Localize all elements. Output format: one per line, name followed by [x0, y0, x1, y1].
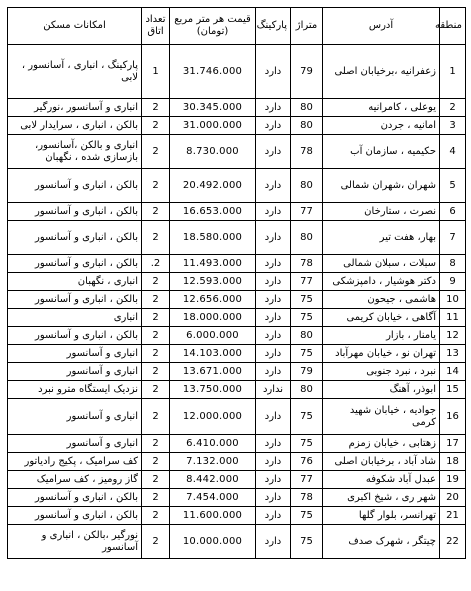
table-row [8, 525, 466, 559]
cell-address: ابوذر، آهنگ [323, 381, 440, 399]
cell-parking: دارد [256, 135, 291, 169]
table-row [8, 345, 466, 363]
cell-region: 14 [440, 363, 466, 381]
cell-address: حکیمیه ، سازمان آب [323, 135, 440, 169]
cell-price: 12.000.000 [170, 399, 256, 435]
header-rooms: تعداد اتاق [142, 8, 170, 45]
cell-rooms: 2 [142, 221, 170, 255]
cell-area: 77 [291, 203, 323, 221]
cell-rooms: 2 [142, 309, 170, 327]
cell-address: یامنار ، بازار [323, 327, 440, 345]
cell-rooms: 2 [142, 327, 170, 345]
housing-price-table [7, 7, 466, 559]
table-row [8, 435, 466, 453]
cell-area: 78 [291, 255, 323, 273]
cell-region: 5 [440, 169, 466, 203]
cell-address: بهار، هفت تیر [323, 221, 440, 255]
table-body [8, 45, 466, 559]
cell-area: 75 [291, 291, 323, 309]
cell-price: 7.454.000 [170, 489, 256, 507]
cell-rooms: 2. [142, 255, 170, 273]
cell-rooms: 2 [142, 507, 170, 525]
cell-address: تهرانسر، بلوار گلها [323, 507, 440, 525]
cell-price: 18.580.000 [170, 221, 256, 255]
cell-amenities: انباری و آسانسور [8, 363, 142, 381]
table-row [8, 273, 466, 291]
cell-area: 75 [291, 399, 323, 435]
cell-area: 77 [291, 273, 323, 291]
cell-parking: دارد [256, 453, 291, 471]
cell-amenities: انباری [8, 309, 142, 327]
table-row [8, 507, 466, 525]
cell-area: 80 [291, 99, 323, 117]
cell-rooms: 2 [142, 489, 170, 507]
cell-price: 16.653.000 [170, 203, 256, 221]
cell-price: 10.000.000 [170, 525, 256, 559]
header-row [8, 8, 466, 45]
cell-region: 17 [440, 435, 466, 453]
cell-region: 3 [440, 117, 466, 135]
cell-region: 16 [440, 399, 466, 435]
cell-parking: دارد [256, 169, 291, 203]
cell-parking: دارد [256, 435, 291, 453]
cell-price: 8.730.000 [170, 135, 256, 169]
table-row [8, 309, 466, 327]
cell-amenities: انباری و بالکن ،آسانسور، بازسازی شده ، نگهبان [8, 135, 142, 169]
table-row [8, 135, 466, 169]
cell-region: 9 [440, 273, 466, 291]
cell-parking: دارد [256, 291, 291, 309]
cell-area: 75 [291, 435, 323, 453]
table-row [8, 453, 466, 471]
cell-amenities: کف سرامیک ، پکیج رادیاتور [8, 453, 142, 471]
table-row [8, 45, 466, 99]
cell-price: 8.442.000 [170, 471, 256, 489]
cell-amenities: انباری و آسانسور ،نورگیر [8, 99, 142, 117]
cell-region: 22 [440, 525, 466, 559]
cell-region: 7 [440, 221, 466, 255]
cell-address: شهران ،شهران شمالی [323, 169, 440, 203]
cell-amenities: انباری و آسانسور [8, 345, 142, 363]
cell-region: 19 [440, 471, 466, 489]
cell-region: 2 [440, 99, 466, 117]
cell-address: آگاهی ، خیابان کریمی [323, 309, 440, 327]
cell-area: 75 [291, 345, 323, 363]
cell-parking: دارد [256, 221, 291, 255]
cell-price: 18.000.000 [170, 309, 256, 327]
cell-rooms: 1 [142, 45, 170, 99]
cell-area: 78 [291, 135, 323, 169]
cell-region: 21 [440, 507, 466, 525]
table-row [8, 255, 466, 273]
cell-area: 80 [291, 169, 323, 203]
cell-address: چیتگر ، شهرک صدف [323, 525, 440, 559]
cell-price: 7.132.000 [170, 453, 256, 471]
cell-rooms: 2 [142, 435, 170, 453]
cell-parking: دارد [256, 203, 291, 221]
cell-rooms: 2 [142, 471, 170, 489]
cell-address: هاشمی ، جیحون [323, 291, 440, 309]
header-amenities: امکانات مسکن [8, 8, 142, 45]
cell-parking: دارد [256, 471, 291, 489]
cell-area: 80 [291, 327, 323, 345]
header-area: متراژ [291, 8, 323, 45]
cell-area: 79 [291, 45, 323, 99]
cell-address: عبدل آباد شکوفه [323, 471, 440, 489]
cell-area: 80 [291, 381, 323, 399]
cell-price: 14.103.000 [170, 345, 256, 363]
cell-amenities: بالکن ، انباری و آسانسور [8, 291, 142, 309]
cell-parking: دارد [256, 345, 291, 363]
table-row [8, 399, 466, 435]
cell-rooms: 2 [142, 525, 170, 559]
table-row [8, 363, 466, 381]
table-row [8, 169, 466, 203]
cell-region: 1 [440, 45, 466, 99]
cell-region: 13 [440, 345, 466, 363]
table-row [8, 327, 466, 345]
cell-address: شاد آباد ، برخیابان اصلی [323, 453, 440, 471]
cell-rooms: 2 [142, 363, 170, 381]
cell-region: 11 [440, 309, 466, 327]
cell-area: 75 [291, 309, 323, 327]
cell-price: 13.750.000 [170, 381, 256, 399]
cell-price: 6.000.000 [170, 327, 256, 345]
cell-parking: دارد [256, 309, 291, 327]
cell-rooms: 2 [142, 291, 170, 309]
cell-address: نصرت ، ستارخان [323, 203, 440, 221]
cell-area: 80 [291, 221, 323, 255]
cell-area: 76 [291, 453, 323, 471]
cell-parking: دارد [256, 525, 291, 559]
table-row [8, 99, 466, 117]
cell-region: 10 [440, 291, 466, 309]
cell-price: 31.746.000 [170, 45, 256, 99]
cell-parking: دارد [256, 327, 291, 345]
cell-region: 6 [440, 203, 466, 221]
cell-parking: دارد [256, 99, 291, 117]
cell-rooms: 2 [142, 381, 170, 399]
cell-amenities: انباری و آسانسور [8, 399, 142, 435]
cell-rooms: 2 [142, 203, 170, 221]
cell-amenities: بالکن ، انباری ، سرایدار لابی [8, 117, 142, 135]
cell-rooms: 2 [142, 117, 170, 135]
cell-region: 15 [440, 381, 466, 399]
cell-region: 8 [440, 255, 466, 273]
cell-area: 75 [291, 525, 323, 559]
cell-price: 11.493.000 [170, 255, 256, 273]
cell-price: 12.593.000 [170, 273, 256, 291]
cell-parking: دارد [256, 45, 291, 99]
cell-region: 4 [440, 135, 466, 169]
cell-address: شهر ری ، شیخ اکبری [323, 489, 440, 507]
header-region: منطقه [440, 8, 466, 45]
cell-rooms: 2 [142, 169, 170, 203]
cell-parking: دارد [256, 273, 291, 291]
cell-amenities: بالکن ، انباری و آسانسور [8, 255, 142, 273]
cell-address: زعفرانیه ،برخیابان اصلی [323, 45, 440, 99]
table-row [8, 203, 466, 221]
cell-parking: دارد [256, 363, 291, 381]
cell-area: 77 [291, 471, 323, 489]
cell-amenities: انباری ، نگهبان [8, 273, 142, 291]
cell-region: 20 [440, 489, 466, 507]
cell-parking: دارد [256, 489, 291, 507]
cell-address: یوعلی ، کامرانیه [323, 99, 440, 117]
table-row [8, 381, 466, 399]
cell-area: 78 [291, 489, 323, 507]
cell-price: 30.345.000 [170, 99, 256, 117]
cell-amenities: نورگیر ،بالکن ، انباری و آسانسور [8, 525, 142, 559]
cell-price: 12.656.000 [170, 291, 256, 309]
cell-amenities: بالکن ، انباری و آسانسور [8, 203, 142, 221]
cell-amenities: نزدیک ایستگاه مترو نبرد [8, 381, 142, 399]
cell-price: 13.671.000 [170, 363, 256, 381]
table-row [8, 471, 466, 489]
header-address: آدرس [323, 8, 440, 45]
cell-amenities: بالکن ، انباری و آسانسور [8, 327, 142, 345]
cell-area: 75 [291, 507, 323, 525]
cell-amenities: بالکن ، انباری و آسانسور [8, 489, 142, 507]
cell-price: 11.600.000 [170, 507, 256, 525]
cell-rooms: 2 [142, 135, 170, 169]
cell-price: 31.000.000 [170, 117, 256, 135]
header-parking: پارکینگ [256, 8, 291, 45]
cell-price: 20.492.000 [170, 169, 256, 203]
cell-parking: دارد [256, 399, 291, 435]
cell-amenities: گاز رومیز ، کف سرامیک [8, 471, 142, 489]
cell-amenities: بالکن ، انباری و آسانسور [8, 507, 142, 525]
cell-amenities: پارکینگ ، انباری ، آسانسور ، لابی [8, 45, 142, 99]
cell-region: 12 [440, 327, 466, 345]
cell-parking: دارد [256, 255, 291, 273]
cell-address: دکتر هوشیار ، دامپزشکی [323, 273, 440, 291]
cell-rooms: 2 [142, 99, 170, 117]
cell-rooms: 2 [142, 345, 170, 363]
table-row [8, 489, 466, 507]
cell-parking: دارد [256, 117, 291, 135]
table-row [8, 117, 466, 135]
cell-rooms: 2 [142, 399, 170, 435]
cell-address: تهران نو ، خیابان مهرآباد [323, 345, 440, 363]
cell-parking: ندارد [256, 381, 291, 399]
cell-area: 79 [291, 363, 323, 381]
cell-address: امانیه ، جردن [323, 117, 440, 135]
table-row [8, 291, 466, 309]
cell-amenities: انباری و آسانسور [8, 435, 142, 453]
cell-address: زهتابی ، خیابان زمزم [323, 435, 440, 453]
cell-address: جوادیه ، خیابان شهید کرمی [323, 399, 440, 435]
header-price: قیمت هر متر مربع (تومان) [170, 8, 256, 45]
cell-amenities: بالکن ، انباری و آسانسور [8, 221, 142, 255]
cell-area: 80 [291, 117, 323, 135]
table-row [8, 221, 466, 255]
cell-price: 6.410.000 [170, 435, 256, 453]
cell-region: 18 [440, 453, 466, 471]
cell-rooms: 2 [142, 453, 170, 471]
cell-rooms: 2 [142, 273, 170, 291]
cell-address: سبلات ، سبلان شمالی [323, 255, 440, 273]
cell-parking: دارد [256, 507, 291, 525]
cell-address: نبرد ، نبرد جنوبی [323, 363, 440, 381]
cell-amenities: بالکن ، انباری و آسانسور [8, 169, 142, 203]
